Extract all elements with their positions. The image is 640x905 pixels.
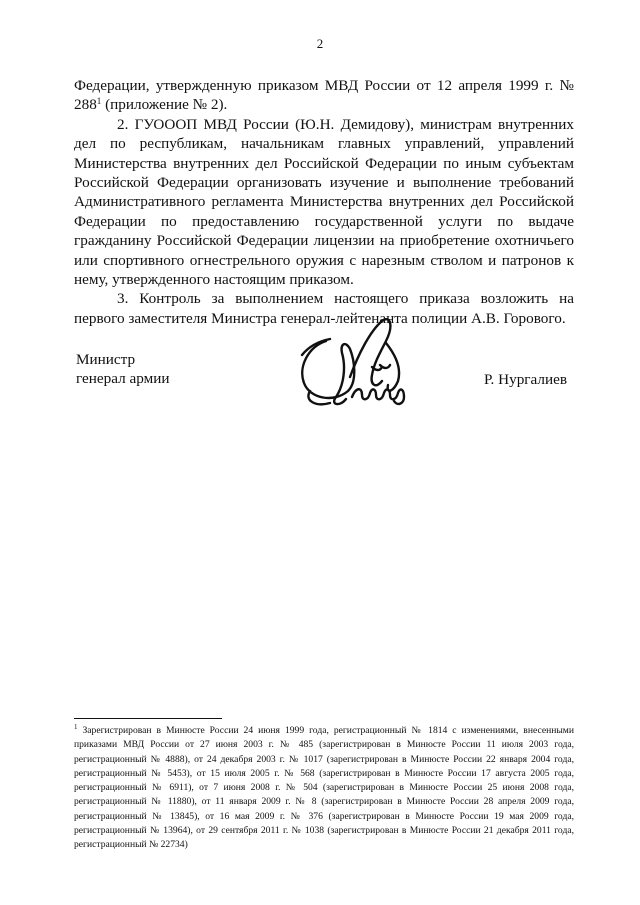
footnote-marker: 1: [74, 723, 78, 731]
signature-block: [0, 350, 640, 420]
paragraph-item-3: 3. Контроль за выполнением настоящего приказа возложить на первого заместителя Министра генерал-лейтенанта полиции А.В. Горового.: [74, 290, 574, 327]
paragraph-text: (приложение № 2).: [101, 96, 228, 114]
signer-name: Р. Нургалиев: [484, 371, 568, 388]
signer-position: Министр: [76, 351, 136, 368]
handwritten-signature: [290, 315, 420, 415]
footnote-reference[interactable]: 1: [96, 96, 102, 107]
signature-stroke: [350, 319, 390, 385]
paragraph-continuation: [74, 76, 574, 115]
footnote: [74, 724, 574, 853]
paragraph-text: Федерации, утвержденную приказом МВД России от 12 апреля 1999 г. № 288: [74, 77, 574, 114]
document-body: [74, 76, 574, 328]
signature-stroke: [302, 341, 354, 404]
footnote-text: Зарегистрирован в Минюсте России 24 июня 1999 года, регистрационный № 1814 с изменениями, внесенными приказами МВД России от 27 июня 2003 г. № 485 (зарегистрирован в Минюсте России 11 июля 2003 года, регистрационный № 4888), от 24 декабря 2003 г. № 1017 (зарегистрирован в Минюсте России 22 января 2004 года, регистрационный № 5453), от 15 июля 2005 г. № 568 (зарегистрирован в Минюсте России 17 августа 2005 года, регистрационный № 6911), от 7 июня 2008 г. № 504 (зарегистрирован в Минюсте России 25 июня 2008 года, регистрационный № 11880), от 11 января 2009 г. № 8 (зарегистрирован в Минюсте России 28 апреля 2009 года, регистрационный № 13845), от 16 мая 2009 г. № 376 (зарегистрирован в Минюсте России 19 мая 2009 года, регистрационный № 13964), от 29 сентября 2011 г. № 1038 (зарегистрирован в Минюсте России 21 декабря 2011 года, регистрационный № 22734): [74, 725, 575, 851]
signature-stroke: [352, 389, 404, 404]
footnote-divider: [74, 718, 222, 719]
page-number: 2: [316, 36, 324, 51]
signer-rank: генерал армии: [76, 370, 170, 388]
signer-title: [76, 350, 169, 389]
paragraph-item-2: 2. ГУОООП МВД России (Ю.Н. Демидову), министрам внутренних дел по республикам, начальникам главных управлений, управлений Министерства внутренних дел Российской Федерации по иным субъектам Российской Федерации организовать изучение и выполнение требований Административного регламента Министерства внутренних дел Российской Федерации по предоставлению государственной услуги по выдаче гражданину Российской Федерации лицензии на приобретение охотничьего или спортивного огнестрельного оружия с нарезным стволом и патронов к нему, утвержденного настоящим приказом.: [74, 115, 574, 289]
